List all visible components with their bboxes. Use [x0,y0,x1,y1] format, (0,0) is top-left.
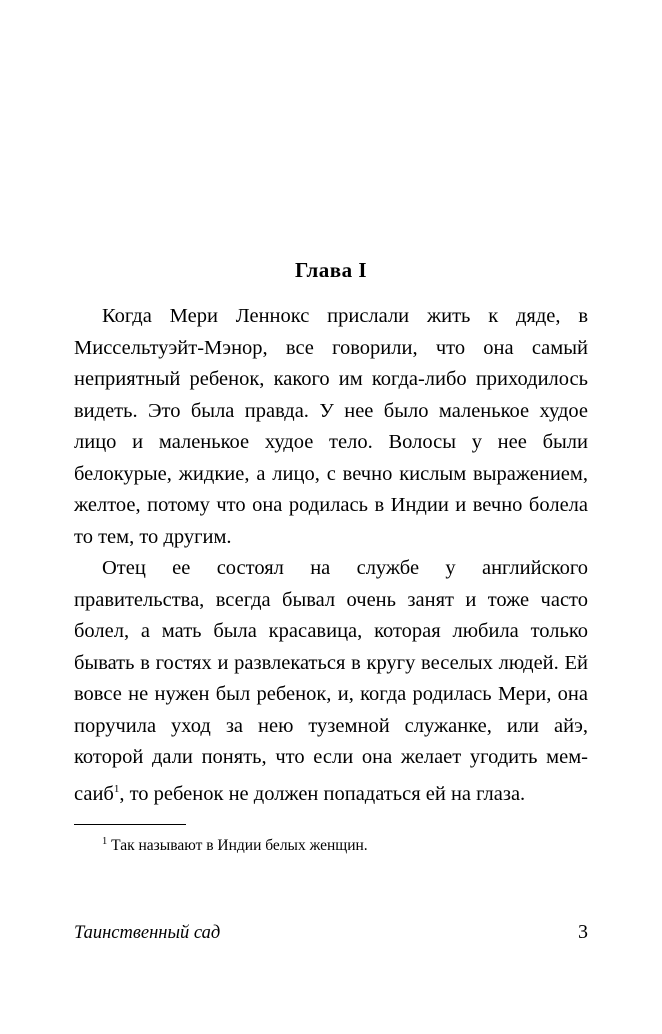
chapter-title: Глава I [294,258,368,282]
footnote-reference[interactable]: 1 [113,782,120,795]
footnote-separator [74,824,186,825]
paragraph-2 [74,553,588,810]
footnote-text [74,831,588,857]
body-text [74,301,588,810]
running-title: Таинственный сад [74,923,221,943]
page-footer [74,921,588,944]
paragraph-2-main: Отец ее состоял на службе у английского правительства, всегда бывал очень занят и тоже часто болел, а мать была красавица, которая любила только бывать в гостях и развлекаться в кругу веселых людей. Ей вовсе не нужен был ребенок, и, когда родилась Мери, она поручила уход за нею туземной служанке, или айэ, которой дали понять, что если она желает угодить мем-саиб [74,557,588,805]
paragraph-1: Когда Мери Леннокс прислали жить к дяде, в Миссельтуэйт-Мэнор, все говорили, что она самый неприятный ребенок, какого им когда-либо приходилось видеть. Это была правда. У нее было маленькое худое лицо и маленькое худое тело. Волосы у нее были белокурые, жидкие, а лицо, с вечно кислым выражением, желтое, потому что она родилась в Индии и вечно болела то тем, то другим. [74,305,588,548]
paragraph-2-tail: , то ребенок не должен попадаться ей на глаза. [119,782,526,805]
footnote-body: Так называют в Индии белых женщин. [111,836,368,854]
page-number: 3 [578,921,588,943]
footnote-number: 1 [102,835,108,847]
